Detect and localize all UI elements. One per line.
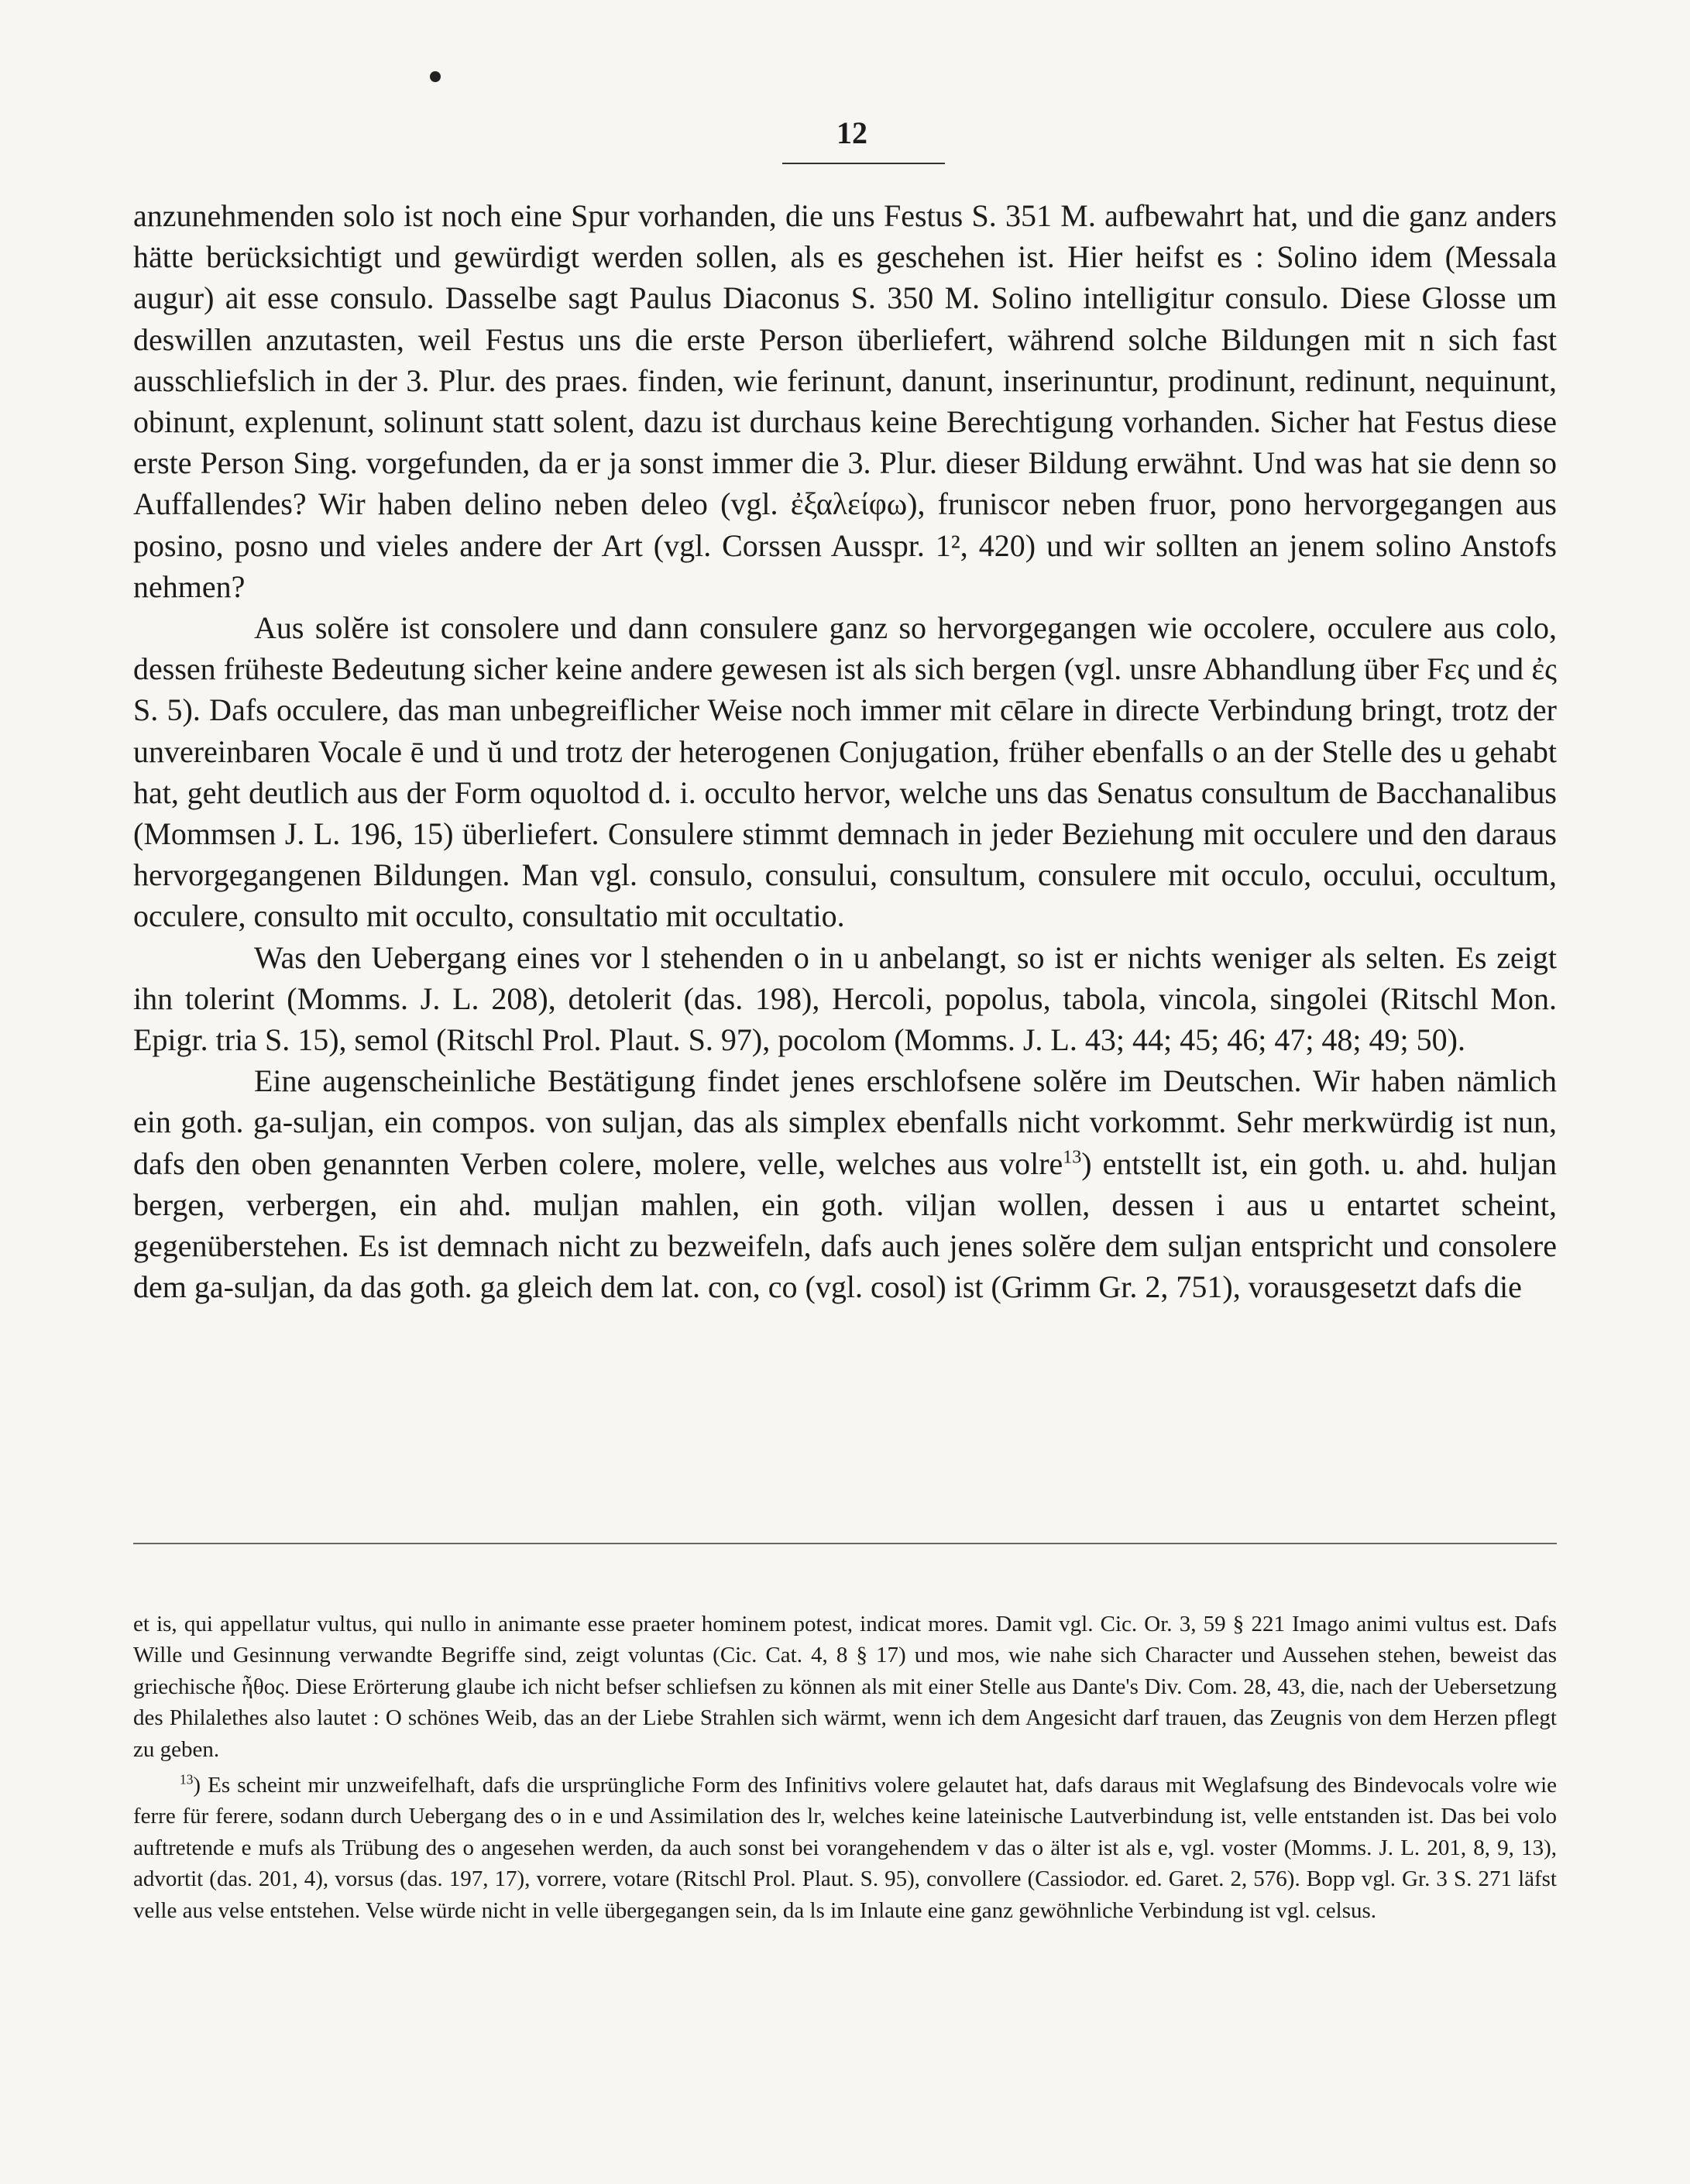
- paragraph-4-part-2: ) entstellt ist, ein goth. u. ahd. huljan bergen, verbergen, ein ahd. muljan mahlen, ein goth. viljan wollen, dessen i aus u entartet scheint, gegenüberstehen. Es ist demnach nicht zu bezweifeln, dafs auch jenes solĕre dem suljan entspricht und consolere dem ga-suljan, da das goth. ga gleich dem lat. con, co (vgl. cosol) ist (Grimm Gr. 2, 751), vorausgesetzt dafs die: [133, 1145, 1558, 1305]
- page-number-rule: [782, 163, 945, 164]
- paragraph-4-part-1: Eine augenscheinliche Bestätigung findet jenes erschlofsene solĕre im Deutschen. Wir haben nämlich ein goth. ga-suljan, ein compos. von suljan, das als simplex ebenfalls nicht vorkommt. Sehr merkwürdig ist nun, dafs den oben genannten Verben colere, molere, velle, welches aus volre: [133, 1063, 1557, 1181]
- footnote-13-text: ) Es scheint mir unzweifelhaft, dafs die ursprüngliche Form des Infinitivs volere gelautet hat, dafs daraus mit Weglafsung des Bindevocals volre wie ferre für ferere, sodann durch Uebergang des o in e und Assimilation des lr, welches keine lateinische Lautverbindung ist, velle entstanden ist. Das bei volo auftretende e mufs als Trübung des o angesehen werden, da auch sonst bei vorangehendem v das o älter ist als e, vgl. voster (Momms. J. L. 201, 8, 9, 13), advortit (das. 201, 4), vorsus (das. 197, 17), vorrere, votare (Ritschl Prol. Plaut. S. 95), convollere (Cassiodor. ed. Garet. 2, 576). Bopp vgl. Gr. 3 S. 271 läfst velle aus velse entstehen. Velse würde nicht in velle übergegangen sein, da ls im Inlaute eine ganz gewöhnliche Verbindung ist vgl. celsus.: [133, 1773, 1557, 1923]
- footnote-13-number: 13: [180, 1771, 194, 1787]
- footnote-rule: [133, 1543, 1557, 1544]
- footnote-ref-13: 13: [1063, 1147, 1082, 1168]
- paragraph-1: anzunehmenden solo ist noch eine Spur vorhanden, die uns Festus S. 351 M. aufbewahrt hat, und die ganz anders hätte berücksichtigt und gewürdigt werden sollen, als es geschehen ist. Hier heifst es : Solino idem (Messala augur) ait esse consulo. Dasselbe sagt Paulus Diaconus S. 350 M. Solino intelligitur consulo. Diese Glosse um deswillen anzutasten, weil Festus uns die erste Person überliefert, während solche Bildungen mit n sich fast ausschliefslich in der 3. Plur. des praes. finden, wie ferinunt, danunt, inserinuntur, prodinunt, redinunt, nequinunt, obinunt, explenunt, solinunt statt solent, dazu ist durchaus keine Berechtigung vorhanden. Sicher hat Festus diese erste Person Sing. vorgefunden, da er ja sonst immer die 3. Plur. dieser Bildung erwähnt. Und was hat sie denn so Auffallendes? Wir haben delino neben deleo (vgl. ἐξαλείφω), fruniscor neben fruor, pono hervorgegangen aus posino, posno und vieles andere der Art (vgl. Corssen Ausspr. 1², 420) und wir sollten an jenem solino Anstofs nehmen?: [133, 198, 1557, 604]
- footnotes: [133, 1609, 1557, 1926]
- ink-dot: [430, 71, 441, 82]
- paragraph-4: [133, 1060, 1557, 1307]
- page-number: 12: [836, 115, 867, 150]
- paragraph-2: Aus solĕre ist consolere und dann consulere ganz so hervorgegangen wie occolere, occulere aus colo, dessen früheste Bedeutung sicher keine andere gewesen ist als sich bergen (vgl. unsre Abhandlung über Fες und ἐς S. 5). Dafs occulere, das man unbegreiflicher Weise noch immer mit cēlare in directe Verbindung bringt, trotz der unvereinbaren Vocale ē und ŭ und trotz der heterogenen Conjugation, früher ebenfalls o an der Stelle des u gehabt hat, geht deutlich aus der Form oquoltod d. i. occulto hervor, welche uns das Senatus consultum de Bacchanalibus (Mommsen J. L. 196, 15) überliefert. Consulere stimmt demnach in jeder Beziehung mit occulere und den daraus hervorgegangenen Bildungen. Man vgl. consulo, consului, consultum, consulere mit occulo, occului, occultum, occulere, consulto mit occulto, consultatio mit occultatio.: [133, 610, 1557, 934]
- main-text: [133, 195, 1557, 1307]
- footnote-13: [133, 1770, 1557, 1926]
- footnote-continuation: et is, qui appellatur vultus, qui nullo in animante esse praeter hominem potest, indicat mores. Damit vgl. Cic. Or. 3, 59 § 221 Imago animi vultus est. Dafs Wille und Gesinnung verwandte Begriffe sind, zeigt voluntas (Cic. Cat. 4, 8 § 17) und mos, wie nahe sich Character und Aussehen stehen, beweist das griechische ἦθος. Diese Erörterung glaube ich nicht befser schliefsen zu können als mit einer Stelle aus Dante's Div. Com. 28, 43, die, nach der Uebersetzung des Philalethes also lautet : O schönes Weib, das an der Liebe Strahlen sich wärmt, wenn ich dem Angesicht darf trauen, das Zeugnis von dem Herzen pflegt zu geben.: [133, 1612, 1557, 1762]
- paragraph-3: Was den Uebergang eines vor l stehenden o in u anbelangt, so ist er nichts weniger als selten. Es zeigt ihn tolerint (Momms. J. L. 208), detolerit (das. 198), Hercoli, popolus, tabola, vincola, singolei (Ritschl Mon. Epigr. tria S. 15), semol (Ritschl Prol. Plaut. S. 97), pocolom (Momms. J. L. 43; 44; 45; 46; 47; 48; 49; 50).: [133, 939, 1557, 1058]
